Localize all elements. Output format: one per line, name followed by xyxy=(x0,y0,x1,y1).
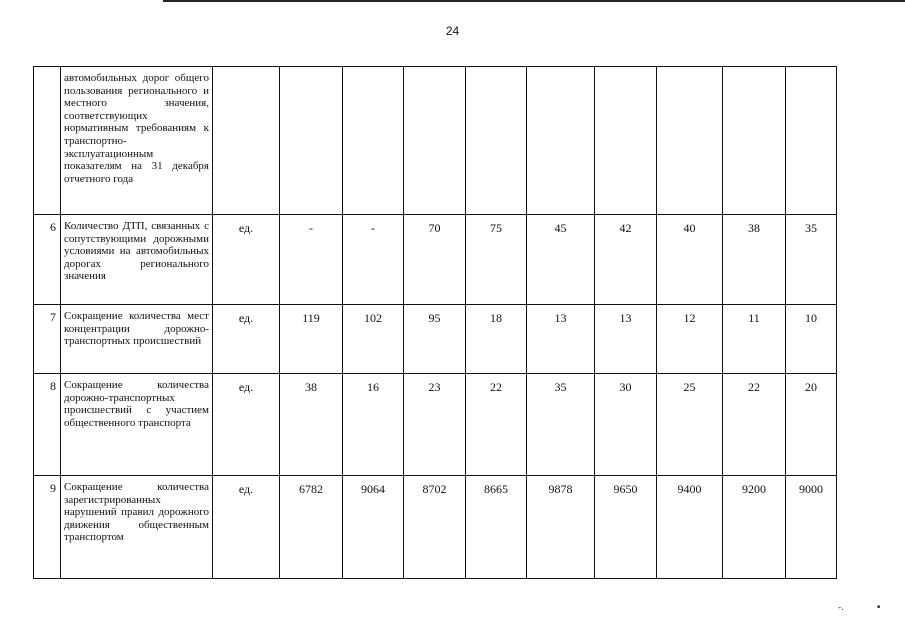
value-cell: 45 xyxy=(527,215,595,305)
value-cell xyxy=(466,67,527,215)
margin-mark: -. xyxy=(838,603,845,613)
indicator-name: Сокращение количества зарегистрированных нарушений правил дорожного движения общественным транспортом xyxy=(61,476,213,579)
value-cell: 102 xyxy=(343,305,404,374)
indicator-name: Сокращение количества дорожно-транспортных происшествий с участием общественного транспорта xyxy=(61,374,213,476)
value-cell: 11 xyxy=(723,305,786,374)
value-cell xyxy=(404,67,466,215)
value-cell xyxy=(786,67,837,215)
value-cell: 12 xyxy=(657,305,723,374)
top-rule xyxy=(163,0,905,2)
unit-cell xyxy=(213,67,280,215)
row-number xyxy=(34,67,61,215)
value-cell: 30 xyxy=(595,374,657,476)
value-cell: 9000 xyxy=(786,476,837,579)
value-cell: 75 xyxy=(466,215,527,305)
value-cell: 9064 xyxy=(343,476,404,579)
value-cell: 38 xyxy=(723,215,786,305)
value-cell xyxy=(527,67,595,215)
table-row xyxy=(34,67,837,215)
value-cell: 16 xyxy=(343,374,404,476)
value-cell: 18 xyxy=(466,305,527,374)
value-cell: 9878 xyxy=(527,476,595,579)
value-cell: 22 xyxy=(466,374,527,476)
value-cell: 119 xyxy=(280,305,343,374)
row-number: 8 xyxy=(34,374,61,476)
value-cell: - xyxy=(343,215,404,305)
value-cell: 70 xyxy=(404,215,466,305)
row-number: 9 xyxy=(34,476,61,579)
value-cell: 20 xyxy=(786,374,837,476)
value-cell: 8665 xyxy=(466,476,527,579)
table-row xyxy=(34,215,837,305)
value-cell: 9400 xyxy=(657,476,723,579)
value-cell: - xyxy=(280,215,343,305)
value-cell: 42 xyxy=(595,215,657,305)
page-number: 24 xyxy=(445,24,460,38)
value-cell: 22 xyxy=(723,374,786,476)
value-cell: 13 xyxy=(527,305,595,374)
value-cell: 25 xyxy=(657,374,723,476)
value-cell: 8702 xyxy=(404,476,466,579)
value-cell xyxy=(280,67,343,215)
value-cell: 10 xyxy=(786,305,837,374)
value-cell: 35 xyxy=(786,215,837,305)
value-cell: 40 xyxy=(657,215,723,305)
value-cell: 95 xyxy=(404,305,466,374)
value-cell: 6782 xyxy=(280,476,343,579)
value-cell: 23 xyxy=(404,374,466,476)
value-cell: 9200 xyxy=(723,476,786,579)
unit-cell: ед. xyxy=(213,374,280,476)
value-cell: 38 xyxy=(280,374,343,476)
indicator-name: Количество ДТП, связанных с сопутствующими дорожными условиями на автомобильных дорогах регионального значения xyxy=(61,215,213,305)
value-cell: 9650 xyxy=(595,476,657,579)
value-cell xyxy=(343,67,404,215)
row-number: 6 xyxy=(34,215,61,305)
row-number: 7 xyxy=(34,305,61,374)
value-cell xyxy=(595,67,657,215)
table-row xyxy=(34,476,837,579)
unit-cell: ед. xyxy=(213,305,280,374)
table-row xyxy=(34,305,837,374)
unit-cell: ед. xyxy=(213,476,280,579)
indicator-name: Сокращение количества мест концентрации дорожно-транспортных происшествий xyxy=(61,305,213,374)
indicator-table xyxy=(33,66,837,579)
value-cell: 35 xyxy=(527,374,595,476)
value-cell xyxy=(657,67,723,215)
value-cell xyxy=(723,67,786,215)
table-row xyxy=(34,374,837,476)
indicator-name: автомобильных дорог общего пользования регионального и местного значения, соответствующих нормативным требованиям к транспортно-эксплуатационным показателям на 31 декабря отчетного года xyxy=(61,67,213,215)
value-cell: 13 xyxy=(595,305,657,374)
unit-cell: ед. xyxy=(213,215,280,305)
margin-mark: • xyxy=(876,603,882,613)
